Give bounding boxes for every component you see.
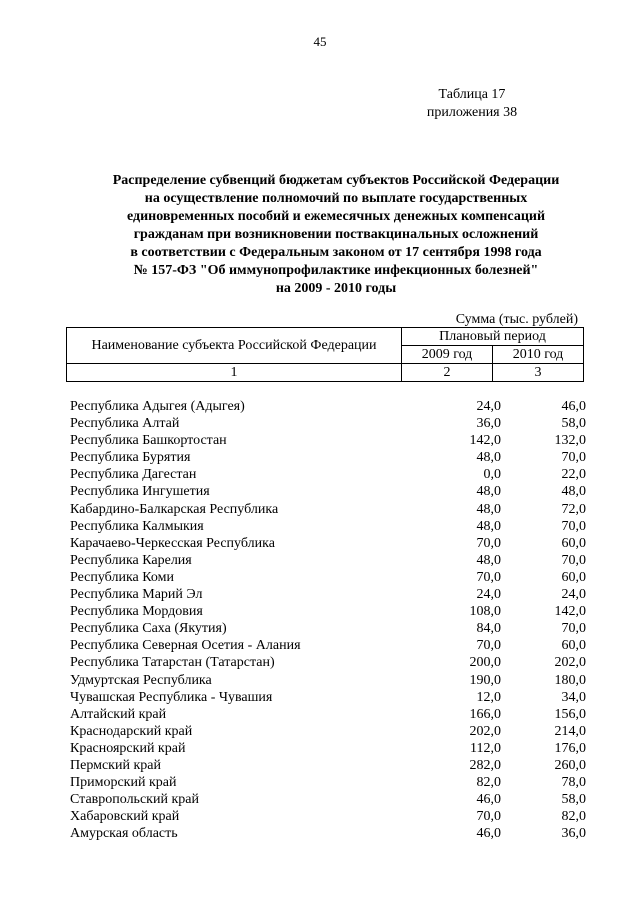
value-2009: 200,0: [469, 655, 501, 671]
region-name: Чувашская Республика - Чувашия: [70, 689, 273, 705]
value-2009: 48,0: [476, 501, 501, 517]
units-label: Сумма (тыс. рублей): [455, 312, 578, 327]
region-name: Амурская область: [70, 826, 178, 842]
value-2009: 46,0: [476, 826, 501, 842]
region-name: Республика Адыгея (Адыгея): [70, 399, 245, 414]
appendix-number: приложения 38: [426, 105, 518, 120]
title-line: Распределение субвенций бюджетам субъектов Российской Федерации: [112, 173, 560, 188]
value-2009: 166,0: [469, 706, 501, 722]
table-row: [70, 535, 590, 552]
table-row: [70, 637, 590, 654]
table-row: [70, 791, 590, 808]
value-2009: 112,0: [470, 740, 501, 756]
table-row: [70, 603, 590, 620]
value-2010: 60,0: [561, 535, 586, 551]
table-row: [70, 432, 590, 449]
region-name: Хабаровский край: [70, 809, 180, 825]
table-row: [70, 757, 590, 774]
value-2010: 202,0: [554, 655, 586, 671]
value-2010: 58,0: [561, 792, 586, 808]
header-planning-period: Плановый период: [402, 328, 584, 346]
region-name: Краснодарский край: [70, 723, 193, 739]
title-line: гражданам при возникновении поствакцинальных осложнений: [133, 227, 539, 242]
value-2009: 46,0: [476, 792, 501, 808]
value-2010: 58,0: [561, 416, 586, 432]
value-2009: 48,0: [476, 552, 501, 568]
table-row: [70, 774, 590, 791]
value-2009: 24,0: [476, 587, 501, 603]
table-row: [70, 723, 590, 740]
value-2010: 180,0: [554, 672, 586, 688]
value-2010: 142,0: [554, 604, 586, 620]
region-name: Республика Мордовия: [70, 604, 203, 620]
value-2010: 22,0: [561, 467, 586, 483]
value-2009: 48,0: [476, 450, 501, 466]
value-2009: 202,0: [469, 723, 501, 739]
value-2009: 48,0: [476, 518, 501, 534]
table-row: [70, 518, 590, 535]
value-2010: 132,0: [554, 433, 586, 449]
table-row: [70, 415, 590, 432]
title-line: на осуществление полномочий по выплате государственных: [144, 191, 528, 206]
table-row: [70, 552, 590, 569]
region-name: Алтайский край: [70, 706, 167, 722]
region-name: Республика Коми: [70, 569, 174, 585]
value-2010: 72,0: [561, 501, 586, 517]
value-2009: 70,0: [476, 535, 501, 551]
region-name: Карачаево-Черкесская Республика: [70, 535, 275, 551]
value-2009: 70,0: [476, 809, 501, 825]
region-name: Пермский край: [70, 757, 161, 773]
value-2010: 48,0: [561, 484, 586, 500]
title-line: единовременных пособий и ежемесячных денежных компенсаций: [126, 209, 546, 224]
value-2009: 36,0: [476, 416, 501, 432]
value-2010: 156,0: [554, 706, 586, 722]
header-year-2010: 2010 год: [493, 346, 584, 364]
value-2010: 46,0: [561, 399, 586, 414]
region-name: Республика Ингушетия: [70, 484, 210, 500]
table-row: [70, 808, 590, 825]
table-row: [70, 586, 590, 603]
title-line: на 2009 - 2010 годы: [275, 281, 397, 296]
value-2010: 82,0: [561, 809, 586, 825]
table-row: [70, 466, 590, 483]
value-2010: 24,0: [561, 587, 586, 603]
value-2009: 142,0: [469, 433, 501, 449]
header-name-column: Наименование субъекта Российской Федерации: [67, 328, 402, 364]
region-name: Республика Башкортостан: [70, 433, 227, 449]
value-2010: 214,0: [554, 723, 586, 739]
table-row: [70, 449, 590, 466]
table-number: Таблица 17: [438, 87, 506, 102]
table-body: [70, 398, 590, 842]
table-row: [70, 689, 590, 706]
title-line: № 157-ФЗ "Об иммунопрофилактике инфекционных болезней": [133, 263, 539, 278]
value-2010: 176,0: [554, 740, 586, 756]
table-row: [70, 740, 590, 757]
region-name: Республика Северная Осетия - Алания: [70, 638, 301, 654]
value-2009: 108,0: [469, 604, 501, 620]
region-name: Республика Марий Эл: [70, 587, 203, 603]
value-2009: 12,0: [476, 689, 501, 705]
value-2009: 48,0: [476, 484, 501, 500]
value-2009: 84,0: [476, 621, 501, 637]
region-name: Республика Алтай: [70, 416, 180, 432]
value-2009: 70,0: [476, 638, 501, 654]
value-2009: 282,0: [469, 757, 501, 773]
value-2010: 60,0: [561, 569, 586, 585]
table-reference: [412, 86, 532, 122]
value-2010: 60,0: [561, 638, 586, 654]
table-row: [70, 398, 590, 415]
value-2010: 36,0: [561, 826, 586, 842]
region-name: Кабардино-Балкарская Республика: [70, 501, 279, 517]
region-name: Удмуртская Республика: [70, 672, 212, 688]
value-2010: 70,0: [561, 621, 586, 637]
value-2010: 78,0: [561, 775, 586, 791]
table-row: [70, 501, 590, 518]
value-2010: 70,0: [561, 552, 586, 568]
table-row: [70, 620, 590, 637]
region-name: Республика Карелия: [70, 552, 192, 568]
table-row: [70, 483, 590, 500]
region-name: Республика Татарстан (Татарстан): [70, 655, 275, 671]
value-2009: 24,0: [476, 399, 501, 414]
header-column-number-1: 1: [67, 364, 402, 382]
header-year-2009: 2009 год: [402, 346, 493, 364]
region-name: Республика Калмыкия: [70, 518, 204, 534]
region-name: Красноярский край: [70, 740, 186, 756]
region-name: Республика Дагестан: [70, 467, 197, 483]
value-2009: 190,0: [469, 672, 501, 688]
region-name: Ставропольский край: [70, 792, 199, 808]
table-row: [70, 654, 590, 671]
document-title: [70, 172, 602, 298]
table-row: [70, 825, 590, 842]
value-2009: 0,0: [483, 467, 501, 483]
table-row: [70, 569, 590, 586]
table-header: [66, 327, 584, 382]
header-column-number-3: 3: [493, 364, 584, 382]
table-row: [70, 706, 590, 723]
region-name: Республика Саха (Якутия): [70, 621, 227, 637]
region-name: Республика Бурятия: [70, 450, 191, 466]
value-2009: 70,0: [476, 569, 501, 585]
page-number: 45: [313, 34, 327, 49]
table-row: [70, 672, 590, 689]
title-line: в соответствии с Федеральным законом от 17 сентября 1998 года: [130, 245, 542, 260]
region-name: Приморский край: [70, 775, 177, 791]
value-2010: 260,0: [554, 757, 586, 773]
value-2010: 70,0: [561, 450, 586, 466]
value-2010: 70,0: [561, 518, 586, 534]
header-column-number-2: 2: [402, 364, 493, 382]
value-2009: 82,0: [476, 775, 501, 791]
value-2010: 34,0: [561, 689, 586, 705]
